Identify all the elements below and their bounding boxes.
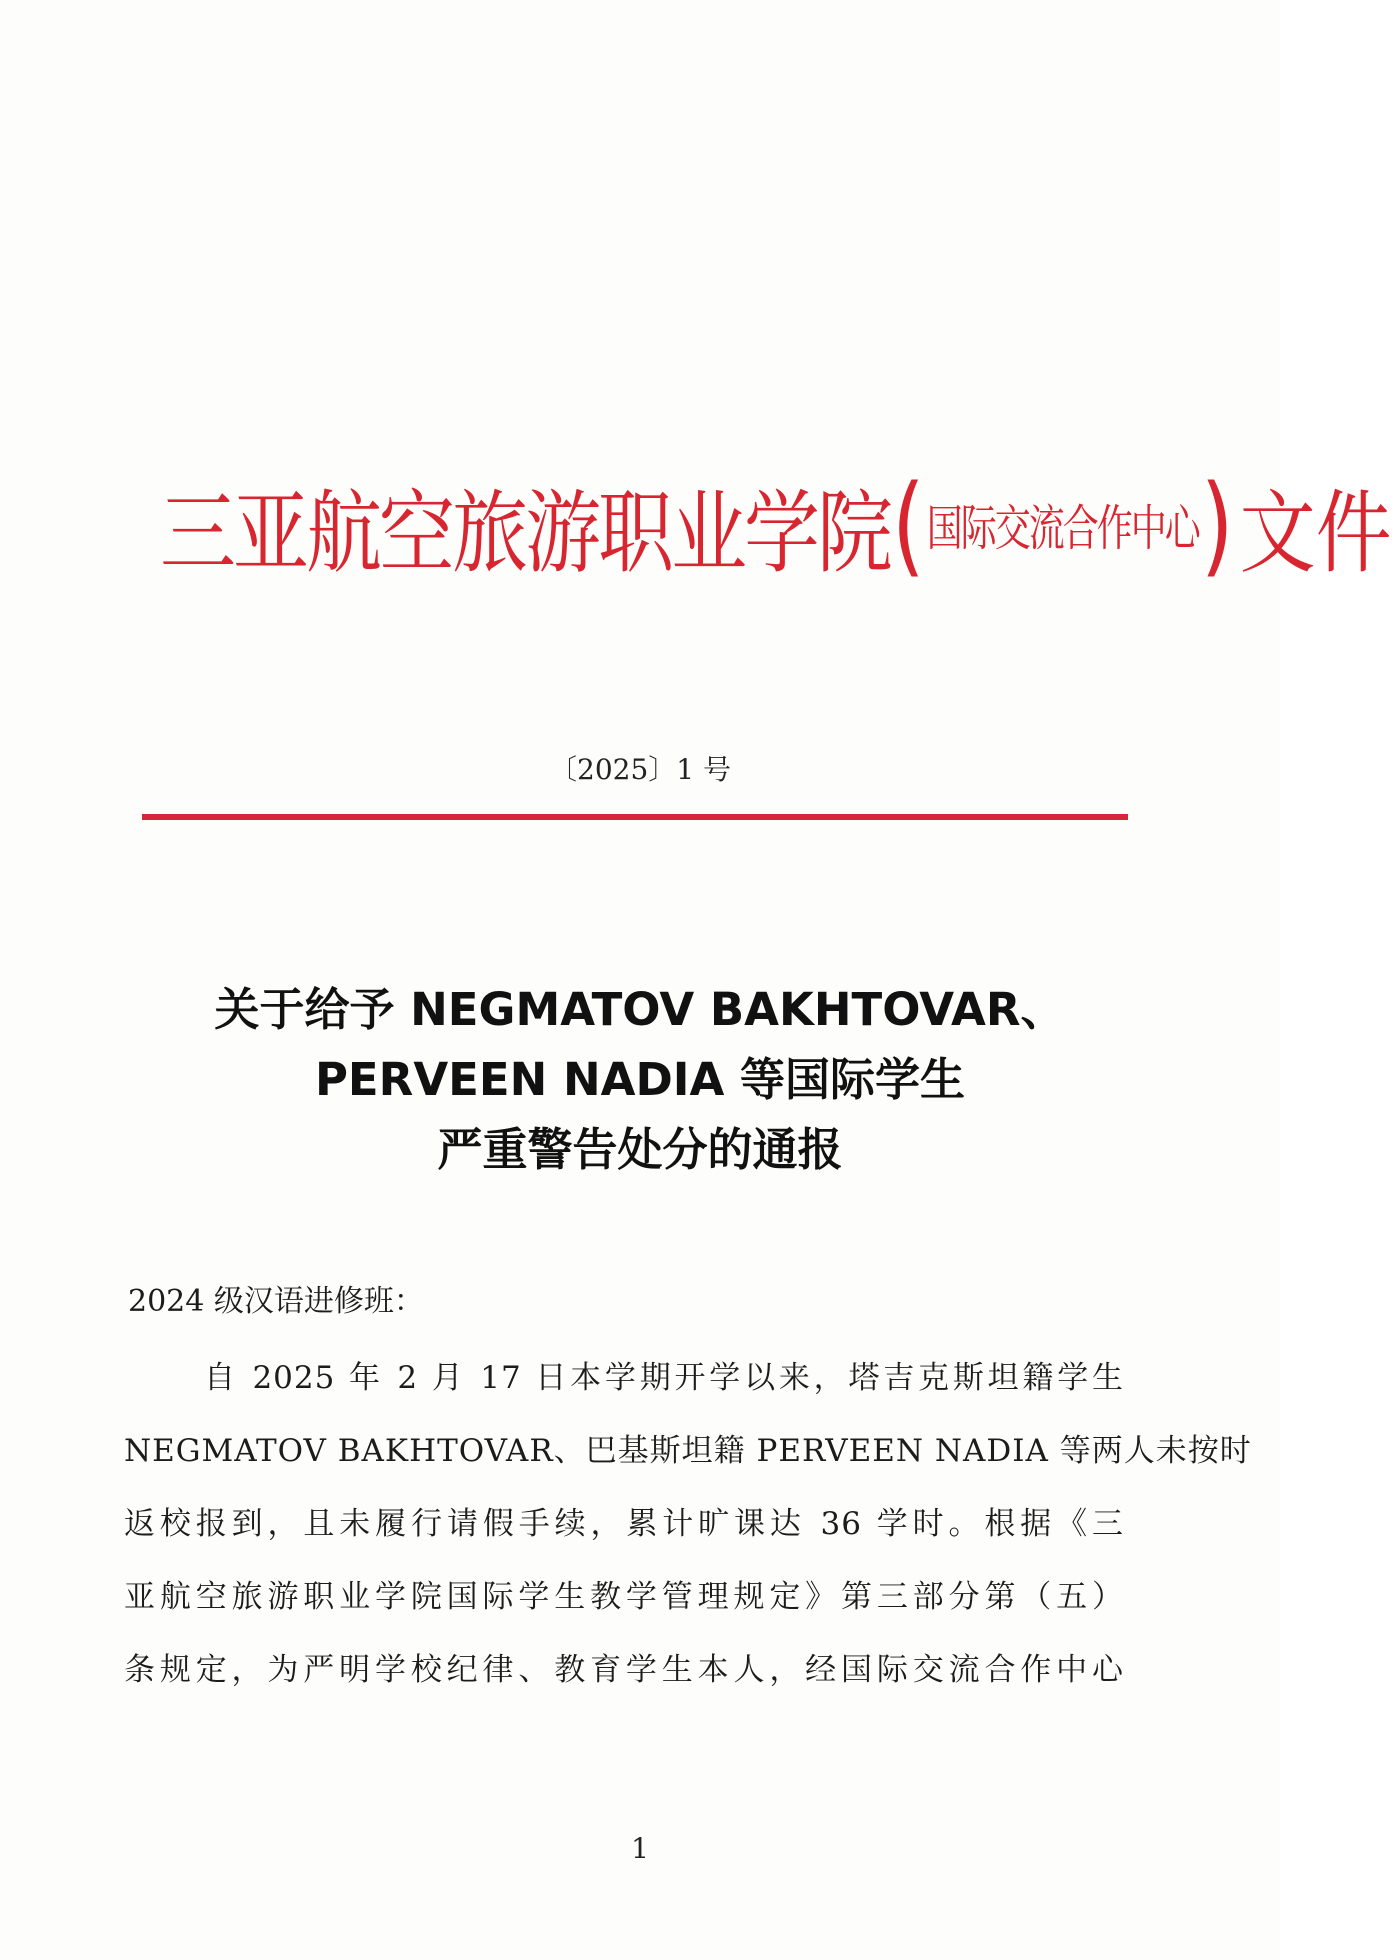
body-line: 条规定，为严明学校纪律、教育学生本人，经国际交流合作中心 <box>124 1652 1124 1688</box>
page-number: 1 <box>631 1832 649 1865</box>
document-label: 文件 <box>1239 479 1392 585</box>
body-paragraph <box>124 1342 1252 1707</box>
department-name: 国际交流合作中心 <box>926 501 1199 557</box>
title-line: PERVEEN NADIA 等国际学生 <box>314 1053 966 1106</box>
body-line: 自 2025 年 2 月 17 日本学期开学以来，塔吉克斯坦籍学生 <box>204 1360 1124 1396</box>
close-parenthesis: ) <box>1200 461 1234 589</box>
red-divider <box>142 814 1128 820</box>
red-header-title <box>160 461 1392 589</box>
body-line: NEGMATOV BAKHTOVAR、巴基斯坦籍 PERVEEN NADIA 等两人未按时 <box>124 1433 1252 1469</box>
notice-title <box>0 975 1280 1185</box>
title-line: 严重警告处分的通报 <box>437 1123 843 1176</box>
document-number: 〔2025〕1 号 <box>549 753 731 786</box>
body-line: 返校报到，且未履行请假手续，累计旷课达 36 学时。根据《三 <box>124 1506 1124 1542</box>
institution-name: 三亚航空旅游职业学院 <box>160 479 890 585</box>
title-line: 关于给予 NEGMATOV BAKHTOVAR、 <box>214 983 1066 1036</box>
body-line: 亚航空旅游职业学院国际学生教学管理规定》第三部分第（五） <box>124 1579 1124 1615</box>
open-parenthesis: ( <box>892 461 925 589</box>
addressee: 2024 级汉语进修班： <box>128 1284 424 1319</box>
